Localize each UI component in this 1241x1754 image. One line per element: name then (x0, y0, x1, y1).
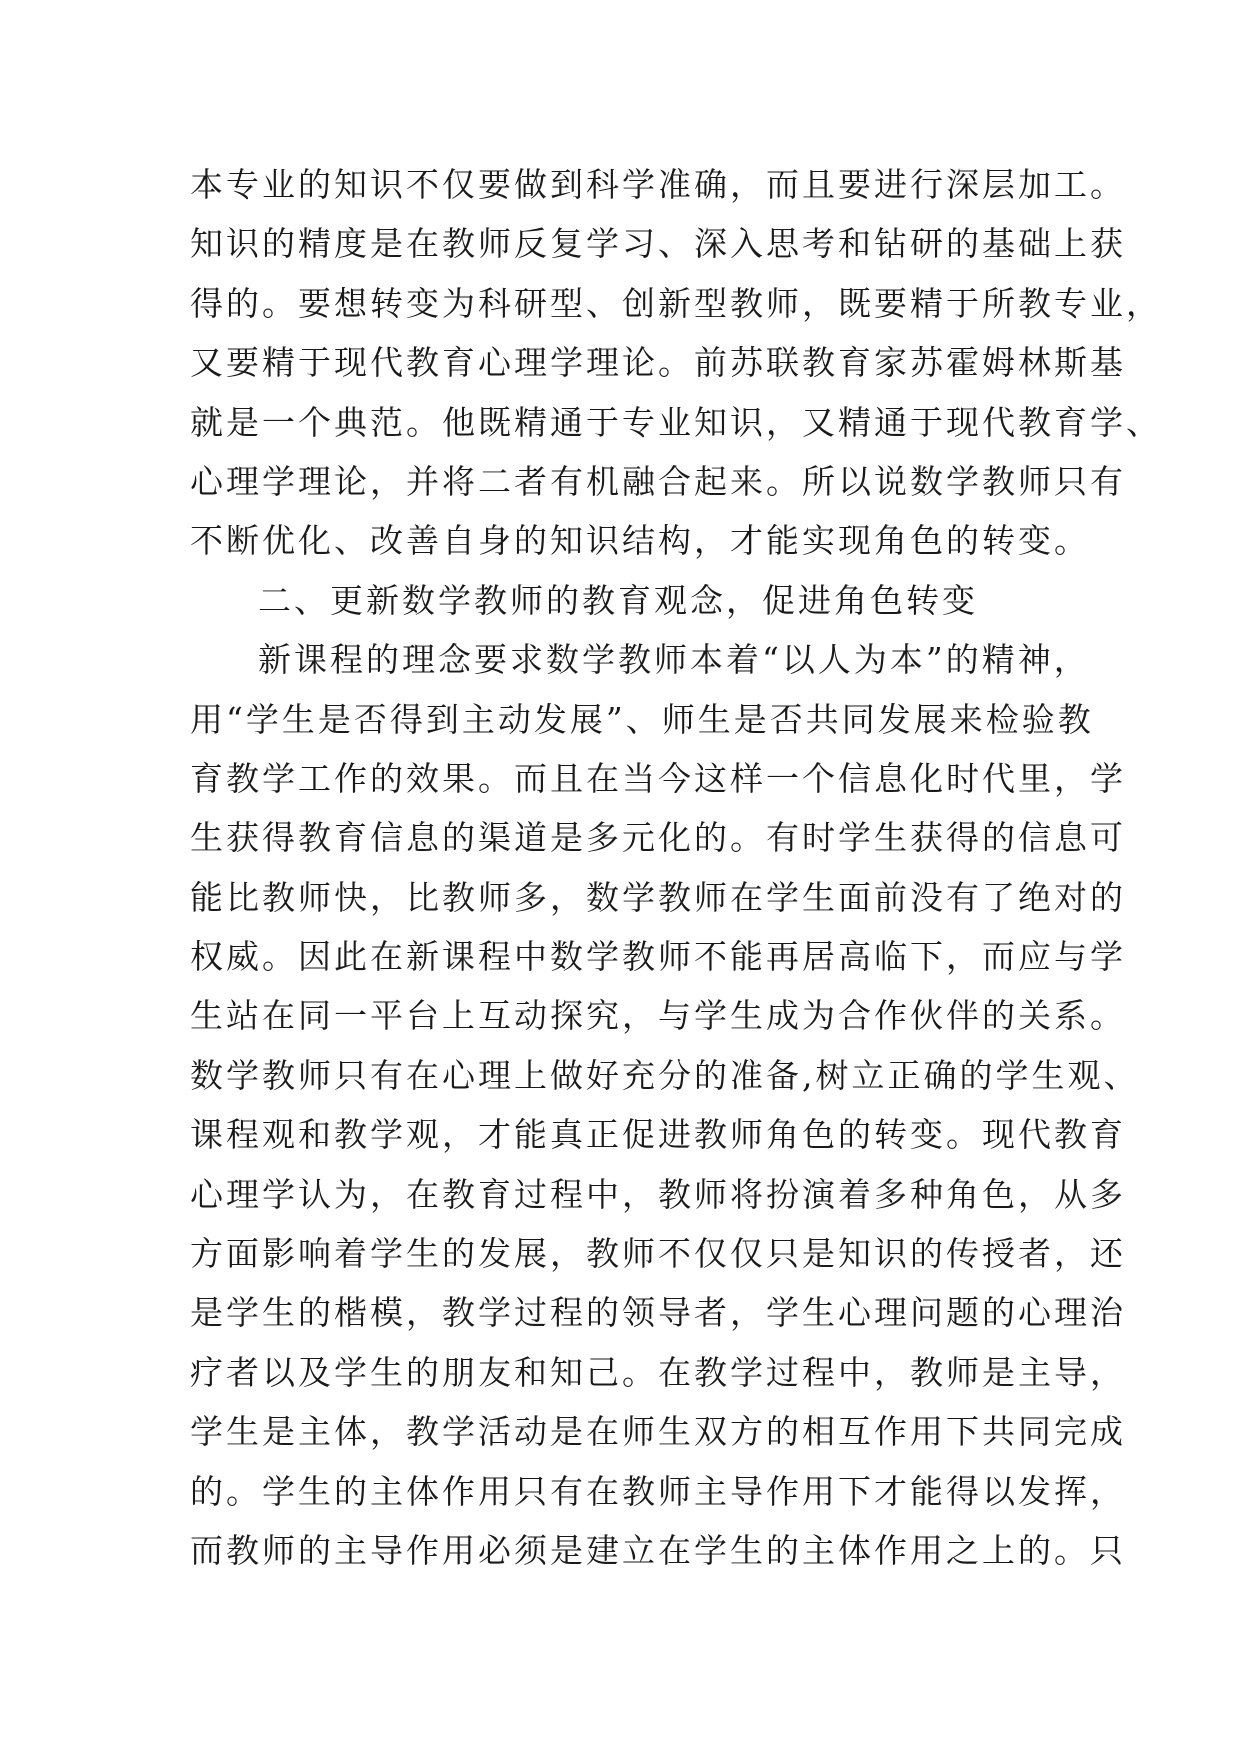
text-line: 的。学生的主体作用只有在教师主导作用下才能得以发挥， (190, 1471, 1126, 1511)
text-line: 心理学理论，并将二者有机融合起来。所以说数学教师只有 (190, 461, 1126, 501)
text-line: 方面影响着学生的发展，教师不仅仅只是知识的传授者，还 (190, 1234, 1126, 1274)
text-line: 数学教师只有在心理上做好充分的准备,树立正确的学生观、 (190, 1055, 1140, 1095)
text-line: 疗者以及学生的朋友和知己。在教学过程中，教师是主导， (190, 1352, 1126, 1392)
text-line: 课程观和教学观，才能真正促进教师角色的转变。现代教育 (190, 1115, 1126, 1155)
text-line: 得的。要想转变为科研型、创新型教师，既要精于所教专业， (190, 283, 1162, 323)
text-line: 学生是主体，教学活动是在师生双方的相互作用下共同完成 (190, 1412, 1126, 1452)
text-line: 能比教师快，比教师多，数学教师在学生面前没有了绝对的 (190, 877, 1126, 917)
text-line: 用“学生是否得到主动发展”、师生是否共同发展来检验教 (190, 699, 1094, 739)
text-line: 生获得教育信息的渠道是多元化的。有时学生获得的信息可 (190, 818, 1126, 858)
text-line: 权威。因此在新课程中数学教师不能再居高临下，而应与学 (190, 937, 1126, 977)
text-line: 育教学工作的效果。而且在当今这样一个信息化时代里，学 (190, 758, 1126, 798)
body-text (190, 155, 1162, 1580)
paragraph-first-line: 新课程的理念要求数学教师本着“以人为本”的精神， (258, 640, 1090, 680)
text-line: 而教师的主导作用必须是建立在学生的主体作用之上的。只 (190, 1530, 1126, 1570)
text-line: 就是一个典范。他既精通于专业知识，又精通于现代教育学、 (190, 402, 1162, 442)
text-line: 本专业的知识不仅要做到科学准确，而且要进行深层加工。 (190, 165, 1126, 204)
text-line: 又要精于现代教育心理学理论。前苏联教育家苏霍姆林斯基 (190, 343, 1126, 383)
text-line: 不断优化、改善自身的知识结构，才能实现角色的转变。 (190, 521, 1090, 561)
text-line: 心理学认为，在教育过程中，教师将扮演着多种角色，从多 (190, 1174, 1126, 1214)
text-line: 知识的精度是在教师反复学习、深入思考和钻研的基础上获 (190, 224, 1126, 264)
text-line: 是学生的楷模，教学过程的领导者，学生心理问题的心理治 (190, 1293, 1126, 1333)
text-line: 生站在同一平台上互动探究，与学生成为合作伙伴的关系。 (190, 996, 1126, 1036)
section-heading: 二、更新数学教师的教育观念，促进角色转变 (258, 580, 978, 620)
